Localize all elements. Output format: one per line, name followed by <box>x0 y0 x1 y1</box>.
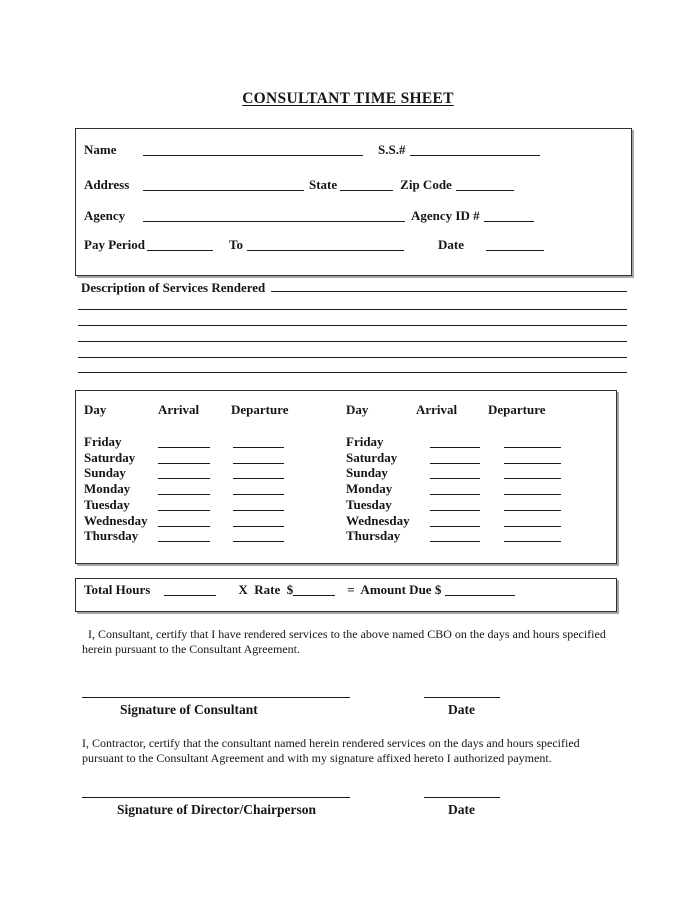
departure-blank <box>504 439 561 448</box>
address-row <box>84 177 631 193</box>
agency-id-label: Agency ID # <box>411 208 480 223</box>
pay-period-to-blank <box>247 242 404 251</box>
table-row <box>84 481 296 497</box>
day-name: Friday <box>346 434 384 449</box>
state-label: State <box>309 177 338 192</box>
table-row <box>346 528 568 544</box>
to-label: To <box>229 237 243 252</box>
arrival-blank <box>430 455 480 464</box>
table-row <box>346 434 568 450</box>
arrival-blank <box>158 502 210 511</box>
day-name: Friday <box>84 434 122 449</box>
description-section <box>78 279 627 373</box>
description-label-row <box>78 279 627 294</box>
day-name: Monday <box>346 481 393 497</box>
arrival-blank <box>430 470 480 479</box>
director-signature-blank <box>82 790 350 798</box>
time-table-left-group <box>84 434 296 544</box>
departure-blank <box>233 455 284 464</box>
description-blank-0 <box>271 279 627 292</box>
table-row <box>346 513 568 529</box>
total-hours-blank <box>164 587 216 596</box>
departure-blank <box>233 533 284 542</box>
day-name: Wednesday <box>346 512 410 528</box>
agency-row <box>84 208 631 224</box>
day-name: Tuesday <box>84 496 130 512</box>
zip-label: Zip Code <box>400 177 452 192</box>
state-blank <box>340 182 393 191</box>
description-ruled-line <box>78 310 627 326</box>
table-row <box>84 465 296 481</box>
description-ruled-line <box>78 326 627 342</box>
arrival-blank <box>158 518 210 527</box>
table-row <box>84 450 296 466</box>
arrival-blank <box>430 533 480 542</box>
day-name: Sunday <box>84 465 126 481</box>
departure-blank <box>233 502 284 511</box>
description-label: Description of Services Rendered <box>81 280 266 295</box>
departure-blank <box>233 439 284 448</box>
day-header: Day <box>346 402 369 417</box>
day-name: Thursday <box>346 528 401 544</box>
arrival-blank <box>158 533 210 542</box>
departure-blank <box>504 486 561 495</box>
departure-header: Departure <box>231 402 289 417</box>
day-name: Monday <box>84 481 131 497</box>
table-row <box>346 465 568 481</box>
departure-blank <box>233 486 284 495</box>
totals-box <box>75 578 617 612</box>
day-name: Tuesday <box>346 496 392 512</box>
date-blank <box>486 242 544 251</box>
amount-due-blank <box>445 587 515 596</box>
name-label: Name <box>84 142 117 157</box>
amount-due-label: = Amount Due $ <box>347 582 442 597</box>
table-row <box>346 450 568 466</box>
departure-blank <box>504 455 561 464</box>
arrival-blank <box>158 455 210 464</box>
arrival-blank <box>430 439 480 448</box>
ssn-blank <box>410 147 540 156</box>
description-ruled-line <box>78 358 627 374</box>
arrival-blank <box>158 470 210 479</box>
agency-label: Agency <box>84 208 126 223</box>
director-signature-label: Signature of Director/Chairperson <box>117 802 316 817</box>
date-label: Date <box>448 702 475 717</box>
time-table-right-group <box>346 434 568 544</box>
arrival-blank <box>158 486 210 495</box>
date-label: Date <box>438 237 464 252</box>
description-ruled-line <box>78 342 627 358</box>
zip-blank <box>456 182 514 191</box>
director-signature-block <box>82 790 622 824</box>
arrival-header: Arrival <box>416 402 458 417</box>
arrival-blank <box>430 486 480 495</box>
pay-period-from-blank <box>147 242 213 251</box>
ssn-label: S.S.# <box>378 142 406 157</box>
arrival-blank <box>430 502 480 511</box>
departure-blank <box>233 518 284 527</box>
table-row <box>84 434 296 450</box>
table-row <box>84 528 296 544</box>
name-blank <box>143 147 363 156</box>
totals-row <box>84 582 616 598</box>
day-name: Saturday <box>346 449 398 465</box>
contractor-certification-text: I, Contractor, certify that the consultant named herein rendered services on the days and hours specified pursuant to the Consultant Agreement and with my signature affixed hereto I authorized payment. <box>82 736 580 765</box>
pay-period-row <box>84 237 631 253</box>
total-hours-label: Total Hours <box>84 582 151 597</box>
agency-blank <box>143 213 405 222</box>
consultant-signature-block <box>82 690 622 724</box>
table-row <box>346 497 568 513</box>
departure-blank <box>504 518 561 527</box>
day-name: Wednesday <box>84 512 148 528</box>
director-date-blank <box>424 790 500 798</box>
day-name: Saturday <box>84 449 136 465</box>
info-box <box>75 128 632 276</box>
name-row <box>84 142 631 158</box>
table-row <box>84 497 296 513</box>
date-label: Date <box>448 802 475 817</box>
address-label: Address <box>84 177 130 192</box>
departure-blank <box>504 533 561 542</box>
time-table-body <box>84 434 616 544</box>
time-table-header <box>84 402 616 418</box>
departure-header: Departure <box>488 402 546 417</box>
departure-blank <box>504 502 561 511</box>
day-name: Thursday <box>84 528 139 544</box>
consultant-date-blank <box>424 690 500 698</box>
consultant-signature-label: Signature of Consultant <box>120 702 258 717</box>
rate-blank <box>293 587 335 596</box>
consultant-certification-text: I, Consultant, certify that I have rendered services to the above named CBO on the days and hours specified herein pursuant to the Consultant Agreement. <box>82 627 606 656</box>
day-header: Day <box>84 402 107 417</box>
rate-label: X Rate $ <box>238 582 294 597</box>
table-row <box>346 481 568 497</box>
arrival-blank <box>430 518 480 527</box>
arrival-header: Arrival <box>158 402 200 417</box>
agency-id-blank <box>484 213 534 222</box>
day-name: Sunday <box>346 465 388 481</box>
table-row <box>84 513 296 529</box>
consultant-signature-blank <box>82 690 350 698</box>
address-blank <box>143 182 304 191</box>
pay-period-label: Pay Period <box>84 237 146 252</box>
page-title: CONSULTANT TIME SHEET <box>242 90 454 107</box>
departure-blank <box>233 470 284 479</box>
time-table-box <box>75 390 617 564</box>
description-ruled-line <box>78 294 627 310</box>
arrival-blank <box>158 439 210 448</box>
departure-blank <box>504 470 561 479</box>
